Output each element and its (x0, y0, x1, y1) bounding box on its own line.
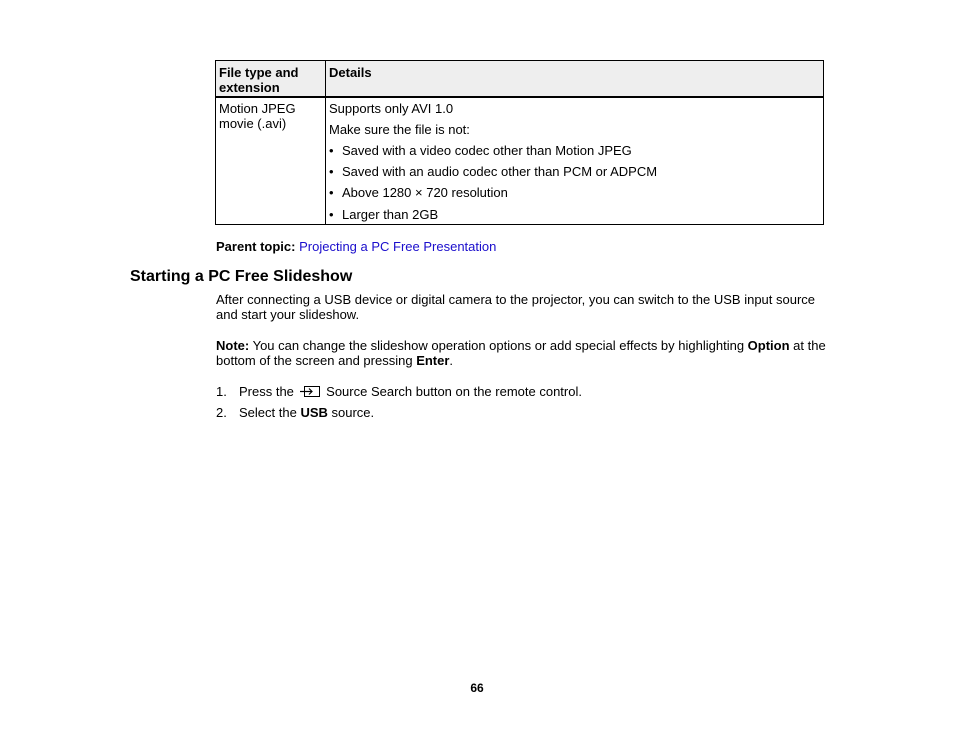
bullet-text: Above 1280 × 720 resolution (342, 185, 508, 200)
detail-line-1: Supports only AVI 1.0 (329, 101, 454, 116)
bullet-text: Saved with an audio codec other than PCM or ADPCM (342, 164, 658, 179)
bullet-text: Larger than 2GB (342, 207, 439, 222)
note-paragraph (216, 338, 826, 368)
note-enter: Enter (416, 353, 450, 368)
note-text: You can change the slideshow operation options or add special effects by highlighting (249, 338, 748, 353)
step-number: 1. (216, 384, 227, 399)
detail-line-2: Make sure the file is not: (329, 122, 470, 137)
step-2 (216, 405, 374, 420)
step-text: Source Search button on the remote control. (322, 384, 582, 399)
step-1 (216, 384, 582, 399)
parent-topic-link[interactable]: Projecting a PC Free Presentation (299, 239, 497, 254)
page-number: 66 (470, 681, 484, 695)
step-text: Press the (239, 384, 294, 399)
note-text: . (449, 353, 454, 368)
step-text: Select the (239, 405, 301, 420)
step-usb: USB (300, 405, 328, 420)
section-heading: Starting a PC Free Slideshow (130, 268, 353, 285)
source-search-icon (300, 385, 321, 398)
cell-file-type: Motion JPEG movie (.avi) (219, 101, 296, 131)
step-number: 2. (216, 405, 227, 420)
parent-topic-label: Parent topic: (216, 239, 296, 254)
note-option: Option (747, 338, 790, 353)
table-column-divider (325, 61, 326, 224)
parent-topic (216, 239, 496, 254)
note-text: at the bottom of the screen and pressing (216, 338, 826, 368)
detail-bullet: • Saved with an audio codec other than PCM or ADPCM (329, 164, 658, 179)
detail-bullet: • Saved with a video codec other than Motion JPEG (329, 143, 632, 158)
note-label: Note: (216, 338, 250, 353)
header-details: Details (329, 65, 372, 80)
step-text: source. (327, 405, 375, 420)
detail-bullet: • Larger than 2GB (329, 207, 439, 222)
file-type-table (215, 60, 824, 225)
intro-paragraph: After connecting a USB device or digital camera to the projector, you can switch to the USB input source and start your slideshow. (216, 292, 816, 322)
header-file-type: File type and extension (219, 65, 299, 95)
bullet-text: Saved with a video codec other than Motion JPEG (342, 143, 632, 158)
detail-bullet: • Above 1280 × 720 resolution (329, 185, 508, 200)
